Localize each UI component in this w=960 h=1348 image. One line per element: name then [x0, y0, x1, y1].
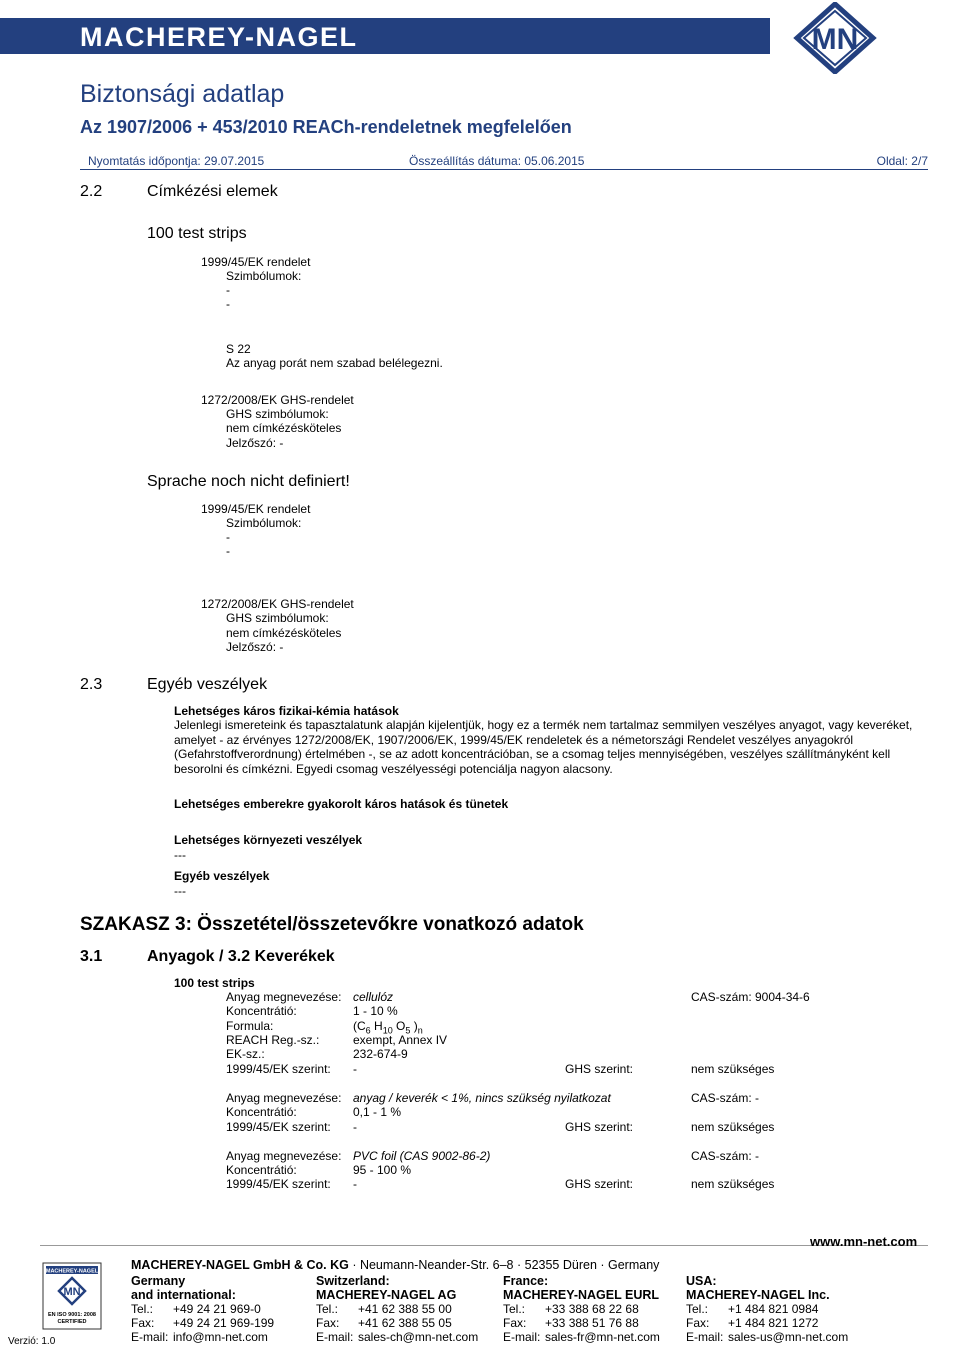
footer-tel: +49 24 21 969-0	[173, 1302, 261, 1316]
compile-date: Összeállítás dátuma: 05.06.2015	[409, 154, 585, 168]
footer-fax-label: Fax:	[503, 1316, 527, 1330]
cert-line-1: EN ISO 9001: 2008	[47, 1312, 97, 1318]
footer-tel: +1 484 821 0984	[728, 1302, 819, 1316]
symbols-label: Szimbólumok:	[226, 516, 302, 530]
brand-name: MACHEREY-NAGEL	[80, 22, 358, 52]
substance-name: PVC foil (CAS 9002-86-2)	[353, 1149, 491, 1163]
footer-fax: +1 484 821 1272	[728, 1316, 819, 1330]
footer-col-subheading: MACHEREY-NAGEL EURL	[503, 1288, 660, 1302]
ghs-reg-title: 1272/2008/EK GHS-rendelet	[201, 597, 354, 611]
cert-mn: MN	[63, 1286, 81, 1298]
concentration-label: Koncentrátió:	[226, 1105, 297, 1119]
substance-name-label: Anyag megnevezése:	[226, 990, 342, 1004]
print-date: Nyomtatás időpontja: 29.07.2015	[88, 154, 265, 168]
footer-col-heading: Switzerland:	[316, 1274, 390, 1288]
footer-col-subheading: MACHEREY-NAGEL Inc.	[686, 1288, 830, 1302]
concentration-value: 95 - 100 %	[353, 1163, 412, 1177]
ghs-reg-title: 1272/2008/EK GHS-rendelet	[201, 393, 354, 407]
human-effects-heading: Lehetséges emberekre gyakorolt káros hatások és tünetek	[174, 797, 509, 811]
language-heading: Sprache noch nicht definiert!	[147, 473, 350, 490]
formula-value: ($C_6$ $H_{10}$ $O_5$ )$_n$	[353, 1019, 423, 1036]
reg-title: 1999/45/EK rendelet	[201, 255, 311, 269]
footer-email-label: E-mail:	[131, 1330, 169, 1344]
symbol-dash: -	[226, 297, 230, 311]
section-3-title: SZAKASZ 3: Összetétel/összetevőkre vonatkozó adatok	[80, 914, 584, 935]
ghs-symbols-value: nem címkézésköteles	[226, 421, 342, 435]
company-address: · Neumann-Neander-Str. 6–8 · 52355 Düren · Germany	[348, 1258, 660, 1272]
iso-certification-badge	[42, 1262, 102, 1330]
footer-fax: +41 62 388 55 05	[358, 1316, 452, 1330]
ghs-classification-value: nem szükséges	[691, 1177, 775, 1191]
logo-text: MN	[811, 23, 859, 56]
footer-email-link[interactable]: sales-fr@mn-net.com	[545, 1330, 660, 1344]
s-phrase-text: Az anyag porát nem szabad belélegezni.	[226, 356, 443, 370]
reg-classification-value: -	[353, 1062, 357, 1076]
footer-tel: +41 62 388 55 00	[358, 1302, 452, 1316]
footer-tel-label: Tel.:	[316, 1302, 339, 1316]
section-2-3-title: Egyéb veszélyek	[147, 676, 268, 693]
footer-email-label: E-mail:	[316, 1330, 354, 1344]
substance-name: cellulóz	[353, 990, 394, 1004]
company-line	[131, 1258, 659, 1272]
mn-logo-icon	[775, 2, 895, 74]
reg-classification-label: 1999/45/EK szerint:	[226, 1120, 331, 1134]
s-phrase-code: S 22	[226, 342, 251, 356]
header-rule	[80, 169, 928, 170]
company-name: MACHEREY-NAGEL GmbH & Co. KG	[131, 1258, 349, 1272]
env-hazards-heading: Lehetséges környezeti veszélyek	[174, 833, 363, 847]
brand-header	[0, 0, 960, 74]
page-number: Oldal: 2/7	[876, 154, 928, 168]
section-2-2-title: Címkézési elemek	[147, 183, 278, 200]
footer-tel-label: Tel.:	[131, 1302, 154, 1316]
ek-label: EK-sz.:	[226, 1047, 265, 1061]
footer-fax-label: Fax:	[316, 1316, 340, 1330]
concentration-value: 0,1 - 1 %	[353, 1105, 402, 1119]
reach-label: REACH Reg.-sz.:	[226, 1033, 320, 1047]
substance-name-label: Anyag megnevezése:	[226, 1149, 342, 1163]
symbols-label: Szimbólumok:	[226, 269, 302, 283]
footer-fax: +49 24 21 969-199	[173, 1316, 275, 1330]
website-link[interactable]: www.mn-net.com	[810, 1234, 918, 1249]
footer-fax: +33 388 51 76 88	[545, 1316, 639, 1330]
reg-classification-value: -	[353, 1120, 357, 1134]
section-3-1-number: 3.1	[80, 948, 103, 965]
ghs-classification-label: GHS szerint:	[565, 1062, 634, 1076]
cas-number: CAS-szám: 9004-34-6	[691, 990, 810, 1004]
section-2-2-number: 2.2	[80, 183, 103, 200]
footer-col-heading: Germany	[131, 1274, 186, 1288]
ghs-classification-label: GHS szerint:	[565, 1120, 634, 1134]
concentration-label: Koncentrátió:	[226, 1163, 297, 1177]
footer-tel-label: Tel.:	[503, 1302, 526, 1316]
cas-number: CAS-szám: -	[691, 1091, 760, 1105]
footer-rule	[40, 1245, 928, 1246]
ghs-classification-value: nem szükséges	[691, 1062, 775, 1076]
substance-name: anyag / keverék < 1%, nincs szükség nyilatkozat	[353, 1091, 611, 1105]
footer-tel: +33 388 68 22 68	[545, 1302, 639, 1316]
substance-name-label: Anyag megnevezése:	[226, 1091, 342, 1105]
reg-classification-label: 1999/45/EK szerint:	[226, 1062, 331, 1076]
reach-value: exempt, Annex IV	[353, 1033, 448, 1047]
formula-label: Formula:	[226, 1019, 274, 1033]
ghs-classification-label: GHS szerint:	[565, 1177, 634, 1191]
reg-classification-value: -	[353, 1177, 357, 1191]
concentration-value: 1 - 10 %	[353, 1004, 398, 1018]
ghs-classification-value: nem szükséges	[691, 1120, 775, 1134]
ghs-symbols-label: GHS szimbólumok:	[226, 611, 329, 625]
ghs-symbols-label: GHS szimbólumok:	[226, 407, 329, 421]
print-info-row	[88, 154, 928, 170]
footer-col-subheading: and international:	[131, 1288, 236, 1302]
env-hazards-value: ---	[174, 848, 186, 862]
signal-word: Jelzőszó: -	[226, 640, 284, 654]
symbol-dash: -	[226, 283, 230, 297]
footer-col-heading: USA:	[686, 1274, 717, 1288]
physchem-heading: Lehetséges káros fizikai-kémia hatások	[174, 704, 399, 718]
footer-email-link[interactable]: sales-us@mn-net.com	[728, 1330, 849, 1344]
footer-col-subheading: MACHEREY-NAGEL AG	[316, 1288, 457, 1302]
symbol-dash: -	[226, 544, 230, 558]
product-name: 100 test strips	[174, 976, 255, 990]
footer-email-link[interactable]: sales-ch@mn-net.com	[358, 1330, 479, 1344]
section-2-3-number: 2.3	[80, 676, 103, 693]
ghs-symbols-value: nem címkézésköteles	[226, 626, 342, 640]
product-name: 100 test strips	[147, 225, 247, 242]
cas-number: CAS-szám: -	[691, 1149, 760, 1163]
doc-title: Biztonsági adatlap	[80, 80, 285, 108]
concentration-label: Koncentrátió:	[226, 1004, 297, 1018]
footer-fax-label: Fax:	[131, 1316, 155, 1330]
reg-title: 1999/45/EK rendelet	[201, 502, 311, 516]
symbol-dash: -	[226, 530, 230, 544]
section-3-1-title: Anyagok / 3.2 Keverékek	[147, 948, 335, 965]
cert-line-2: CERTIFIED	[57, 1319, 87, 1325]
cert-brand: MACHEREY-NAGEL	[45, 1268, 99, 1275]
reg-classification-label: 1999/45/EK szerint:	[226, 1177, 331, 1191]
footer-email-label: E-mail:	[686, 1330, 724, 1344]
doc-subtitle: Az 1907/2006 + 453/2010 REACh-rendeletnek megfelelően	[80, 117, 572, 137]
other-hazards-value: ---	[174, 884, 186, 898]
footer-col-heading: France:	[503, 1274, 549, 1288]
footer-email-link[interactable]: info@mn-net.com	[173, 1330, 268, 1344]
footer-fax-label: Fax:	[686, 1316, 710, 1330]
signal-word: Jelzőszó: -	[226, 436, 284, 450]
footer-tel-label: Tel.:	[686, 1302, 709, 1316]
footer-email-label: E-mail:	[503, 1330, 541, 1344]
version-label: Verzió: 1.0	[8, 1336, 56, 1347]
other-hazards-heading: Egyéb veszélyek	[174, 869, 270, 883]
physchem-text: Jelenlegi ismereteink és tapasztalatunk alapján kijelentjük, hogy ez a termék nem tartalmaz semmilyen veszélyes anyagot, vagy keveréket, amelyet - az érvényes 1272/2008/EK, 1907/2006/EK, 1999/45/EK rendeletek és a németországi Rendelet veszélyes anyagokról (Gefahrstoffverordnung) értelmében -, se az adott koncentrációban, se a csomag teljes mennyiségében, veszélyes szállítmányként kell besorolni és címkézni. Egyedi csomag veszélyességi potenciálja nagyon alacsony.	[174, 718, 913, 776]
ek-value: 232-674-9	[353, 1047, 408, 1061]
